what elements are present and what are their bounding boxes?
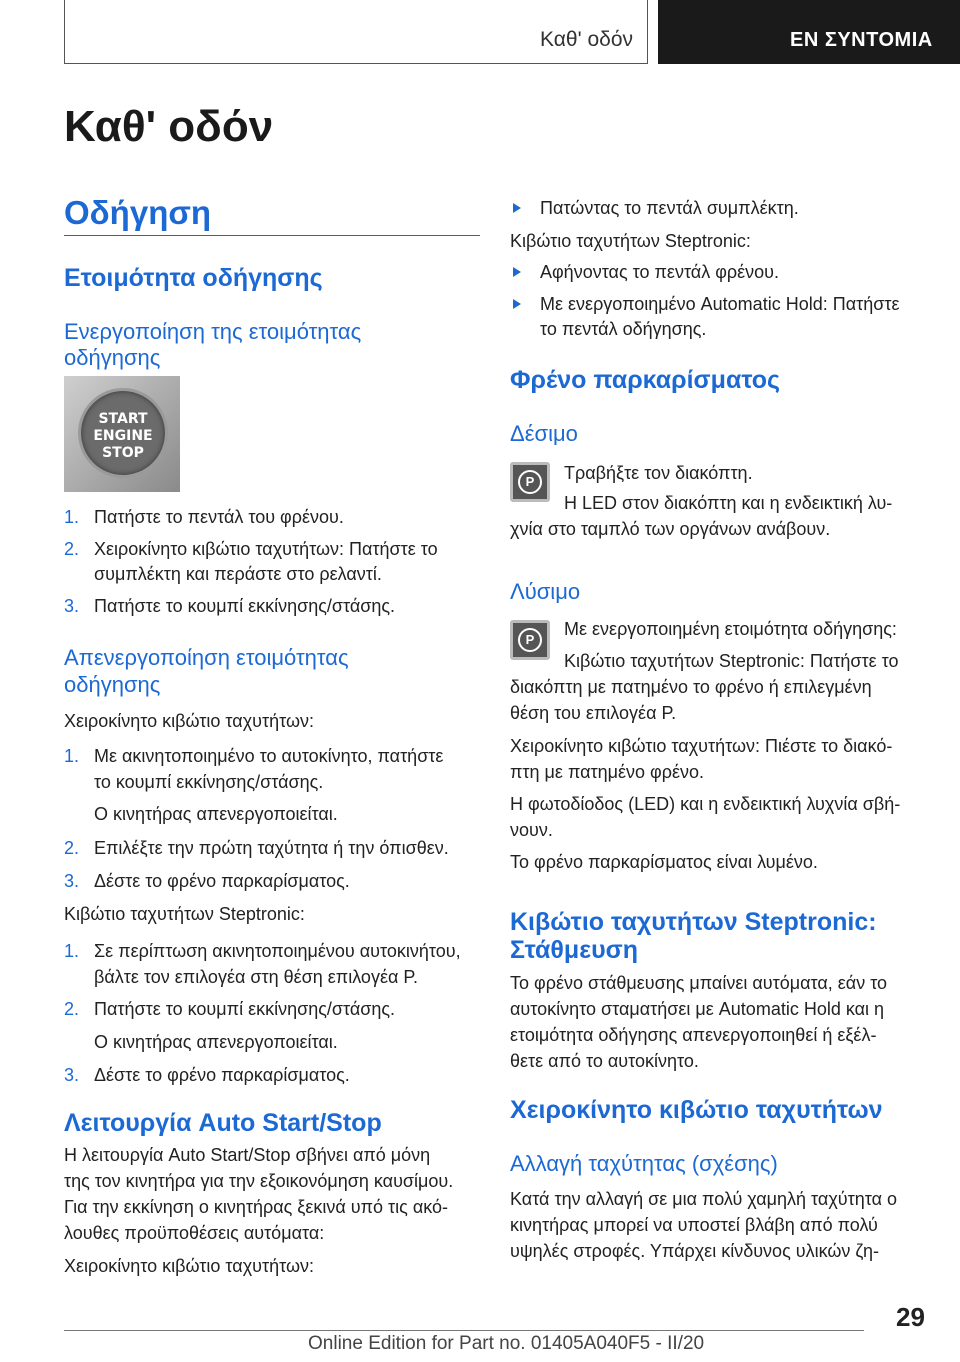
paragraph-line: Τραβήξτε τον διακόπτη. [564,463,753,483]
engine-label: ENGINE [93,428,153,444]
header-chapter-tab [658,0,960,64]
heading-steptronic-parking-2: Στάθμευση [510,936,639,964]
paragraph-line: Η φωτοδίοδος (LED) και η ενδεικτική λυχνία σβή- [510,794,901,814]
list-item-text: Πατήστε το κουμπί εκκίνησης/στάσης. [94,999,396,1019]
start-engine-stop-button-image [64,376,180,492]
paragraph-line: λουθες προϋποθέσεις αυτόματα: [64,1223,325,1243]
paragraph-line: πτη με πατημένο φρένο. [510,762,704,782]
parking-p-letter: P [525,632,535,647]
paragraph-line: Η λειτουργία Auto Start/Stop σβήνει από μόνη [64,1145,431,1165]
steptronic-label: Κιβώτιο ταχυτήτων Steptronic: [64,904,305,924]
heading-release: Λύσιμο [510,579,581,604]
paragraph-line: κινητήρας μπορεί να υποστεί βλάβη από πολύ [510,1215,878,1235]
list-item-text: Πατήστε το κουμπί εκκίνησης/στάσης. [94,596,396,616]
heading-auto-start-stop: Λειτουργία Auto Start/Stop [64,1109,382,1137]
parking-brake-switch-icon [510,620,550,660]
paragraph-line: Το φρένο στάθμευσης μπαίνει αυτόματα, εάν το [510,973,888,993]
list-number: 1. [64,507,80,527]
paragraph-line: νουν. [510,820,553,840]
heading-parking-brake: Φρένο παρκαρίσματος [510,366,781,394]
list-item-text: συμπλέκτη και περάστε στο ρελαντί. [94,564,382,584]
paragraph-line: Κατά την αλλαγή σε μια πολύ χαμηλή ταχύτητα ο [510,1189,897,1209]
stop-label: STOP [102,445,144,461]
header-section-tab [64,0,648,64]
start-stop-icon [78,388,168,478]
list-item-text: Με ακινητοποιημένο το αυτοκίνητο, πατήστε [94,746,444,766]
paragraph-line: Χειροκίνητο κιβώτιο ταχυτήτων: [64,1256,315,1276]
heading-driving: Οδήγηση [64,194,212,231]
list-item-text: Δέστε το φρένο παρκαρίσματος. [94,1065,350,1085]
paragraph-line: Κιβώτιο ταχυτήτων Steptronic: Πατήστε το [564,651,899,671]
list-item-text: το κουμπί εκκίνησης/στάσης. [94,772,324,792]
bullet-triangle-icon [513,267,521,277]
paragraph-line: Χειροκίνητο κιβώτιο ταχυτήτων: Πιέστε το διακό- [510,736,893,756]
bullet-triangle-icon [513,299,521,309]
list-number: 1. [64,941,80,961]
paragraph-line: Για την εκκίνηση ο κινητήρας ξεκινά υπό τις ακό- [64,1197,449,1217]
page-title: Καθ' οδόν [64,102,274,151]
list-item-text: βάλτε τον επιλογέα στη θέση επιλογέα P. [94,967,419,987]
header-section-label: Καθ' οδόν [540,28,633,51]
header-chapter-label: ΕΝ ΣΥΝΤΟΜΙΑ [790,29,933,51]
footer-rule [64,1330,864,1331]
heading-deactivate-readiness-1: Απενεργοποίηση ετοιμότητας [64,645,349,670]
paragraph-line: διακόπτη με πατημένο το φρένο ή επιλεγμένη [510,677,872,697]
heading-manual-gearbox: Χειροκίνητο κιβώτιο ταχυτήτων [510,1096,883,1124]
list-number: 2. [64,838,80,858]
heading-activate-readiness-1: Ενεργοποίηση της ετοιμότητας [64,319,362,344]
paragraph-line: θετε από το αυτοκίνητο. [510,1051,699,1071]
list-item-text: Ο κινητήρας απενεργοποιείται. [94,1032,338,1052]
heading-deactivate-readiness-2: οδήγησης [64,672,161,697]
list-number: 3. [64,596,80,616]
paragraph-line: αυτοκίνητο σταματήσει με Automatic Hold και η [510,999,885,1019]
list-number: 1. [64,746,80,766]
list-item-text: Επιλέξτε την πρώτη ταχύτητα ή την όπισθεν. [94,838,449,858]
start-label: START [98,411,148,427]
list-item-text: Πατήστε το πεντάλ του φρένου. [94,507,344,527]
paragraph-line: υψηλές στροφές. Υπάρχει κίνδυνος υλικών ζη- [510,1241,880,1261]
heading-steptronic-parking-1: Κιβώτιο ταχυτήτων Steptronic: [510,908,877,936]
paragraph-line: θέση του επιλογέα P. [510,703,677,723]
heading-set: Δέσιμο [510,421,578,446]
paragraph-line: Η LED στον διακόπτη και η ενδεικτική λυ- [564,493,893,513]
list-item-text: Σε περίπτωση ακινητοποιημένου αυτοκινήτου, [94,941,461,961]
bullet-text: Πατώντας το πεντάλ συμπλέκτη. [540,198,799,218]
list-number: 3. [64,1065,80,1085]
list-item-text: Δέστε το φρένο παρκαρίσματος. [94,871,350,891]
paragraph-line: Με ενεργοποιημένη ετοιμότητα οδήγησης: [564,619,897,639]
list-item-text: Ο κινητήρας απενεργοποιείται. [94,804,338,824]
heading-rule [64,235,480,236]
bullet-text: το πεντάλ οδήγησης. [540,319,707,339]
list-item-text: Χειροκίνητο κιβώτιο ταχυτήτων: Πατήστε το [94,539,438,559]
parking-p-letter: P [525,474,535,489]
paragraph-line: χνία στο ταμπλό των οργάνων ανάβουν. [510,519,831,539]
heading-gear-change: Αλλαγή ταχύτητας (σχέσης) [510,1151,778,1176]
page-number: 29 [896,1302,925,1332]
manual-gearbox-label: Χειροκίνητο κιβώτιο ταχυτήτων: [64,711,315,731]
list-number: 3. [64,871,80,891]
parking-brake-switch-icon [510,462,550,502]
heading-driving-readiness: Ετοιμότητα οδήγησης [64,264,323,292]
paragraph-line: της τον κινητήρα για την εξοικονόμηση καυσίμου. [64,1171,454,1191]
bullet-text: Αφήνοντας το πεντάλ φρένου. [540,262,780,282]
paragraph-line: ετοιμότητα οδήγησης απενεργοποιηθεί ή εξέλ- [510,1025,877,1045]
heading-activate-readiness-2: οδήγησης [64,345,161,370]
bullet-triangle-icon [513,203,521,213]
steptronic-label: Κιβώτιο ταχυτήτων Steptronic: [510,231,751,251]
paragraph-line: Το φρένο παρκαρίσματος είναι λυμένο. [510,852,818,872]
footer-edition: Online Edition for Part no. 01405A040F5 - II/20 [308,1333,705,1354]
list-number: 2. [64,999,80,1019]
list-number: 2. [64,539,80,559]
bullet-text: Με ενεργοποιημένο Automatic Hold: Πατήστε [540,294,900,314]
